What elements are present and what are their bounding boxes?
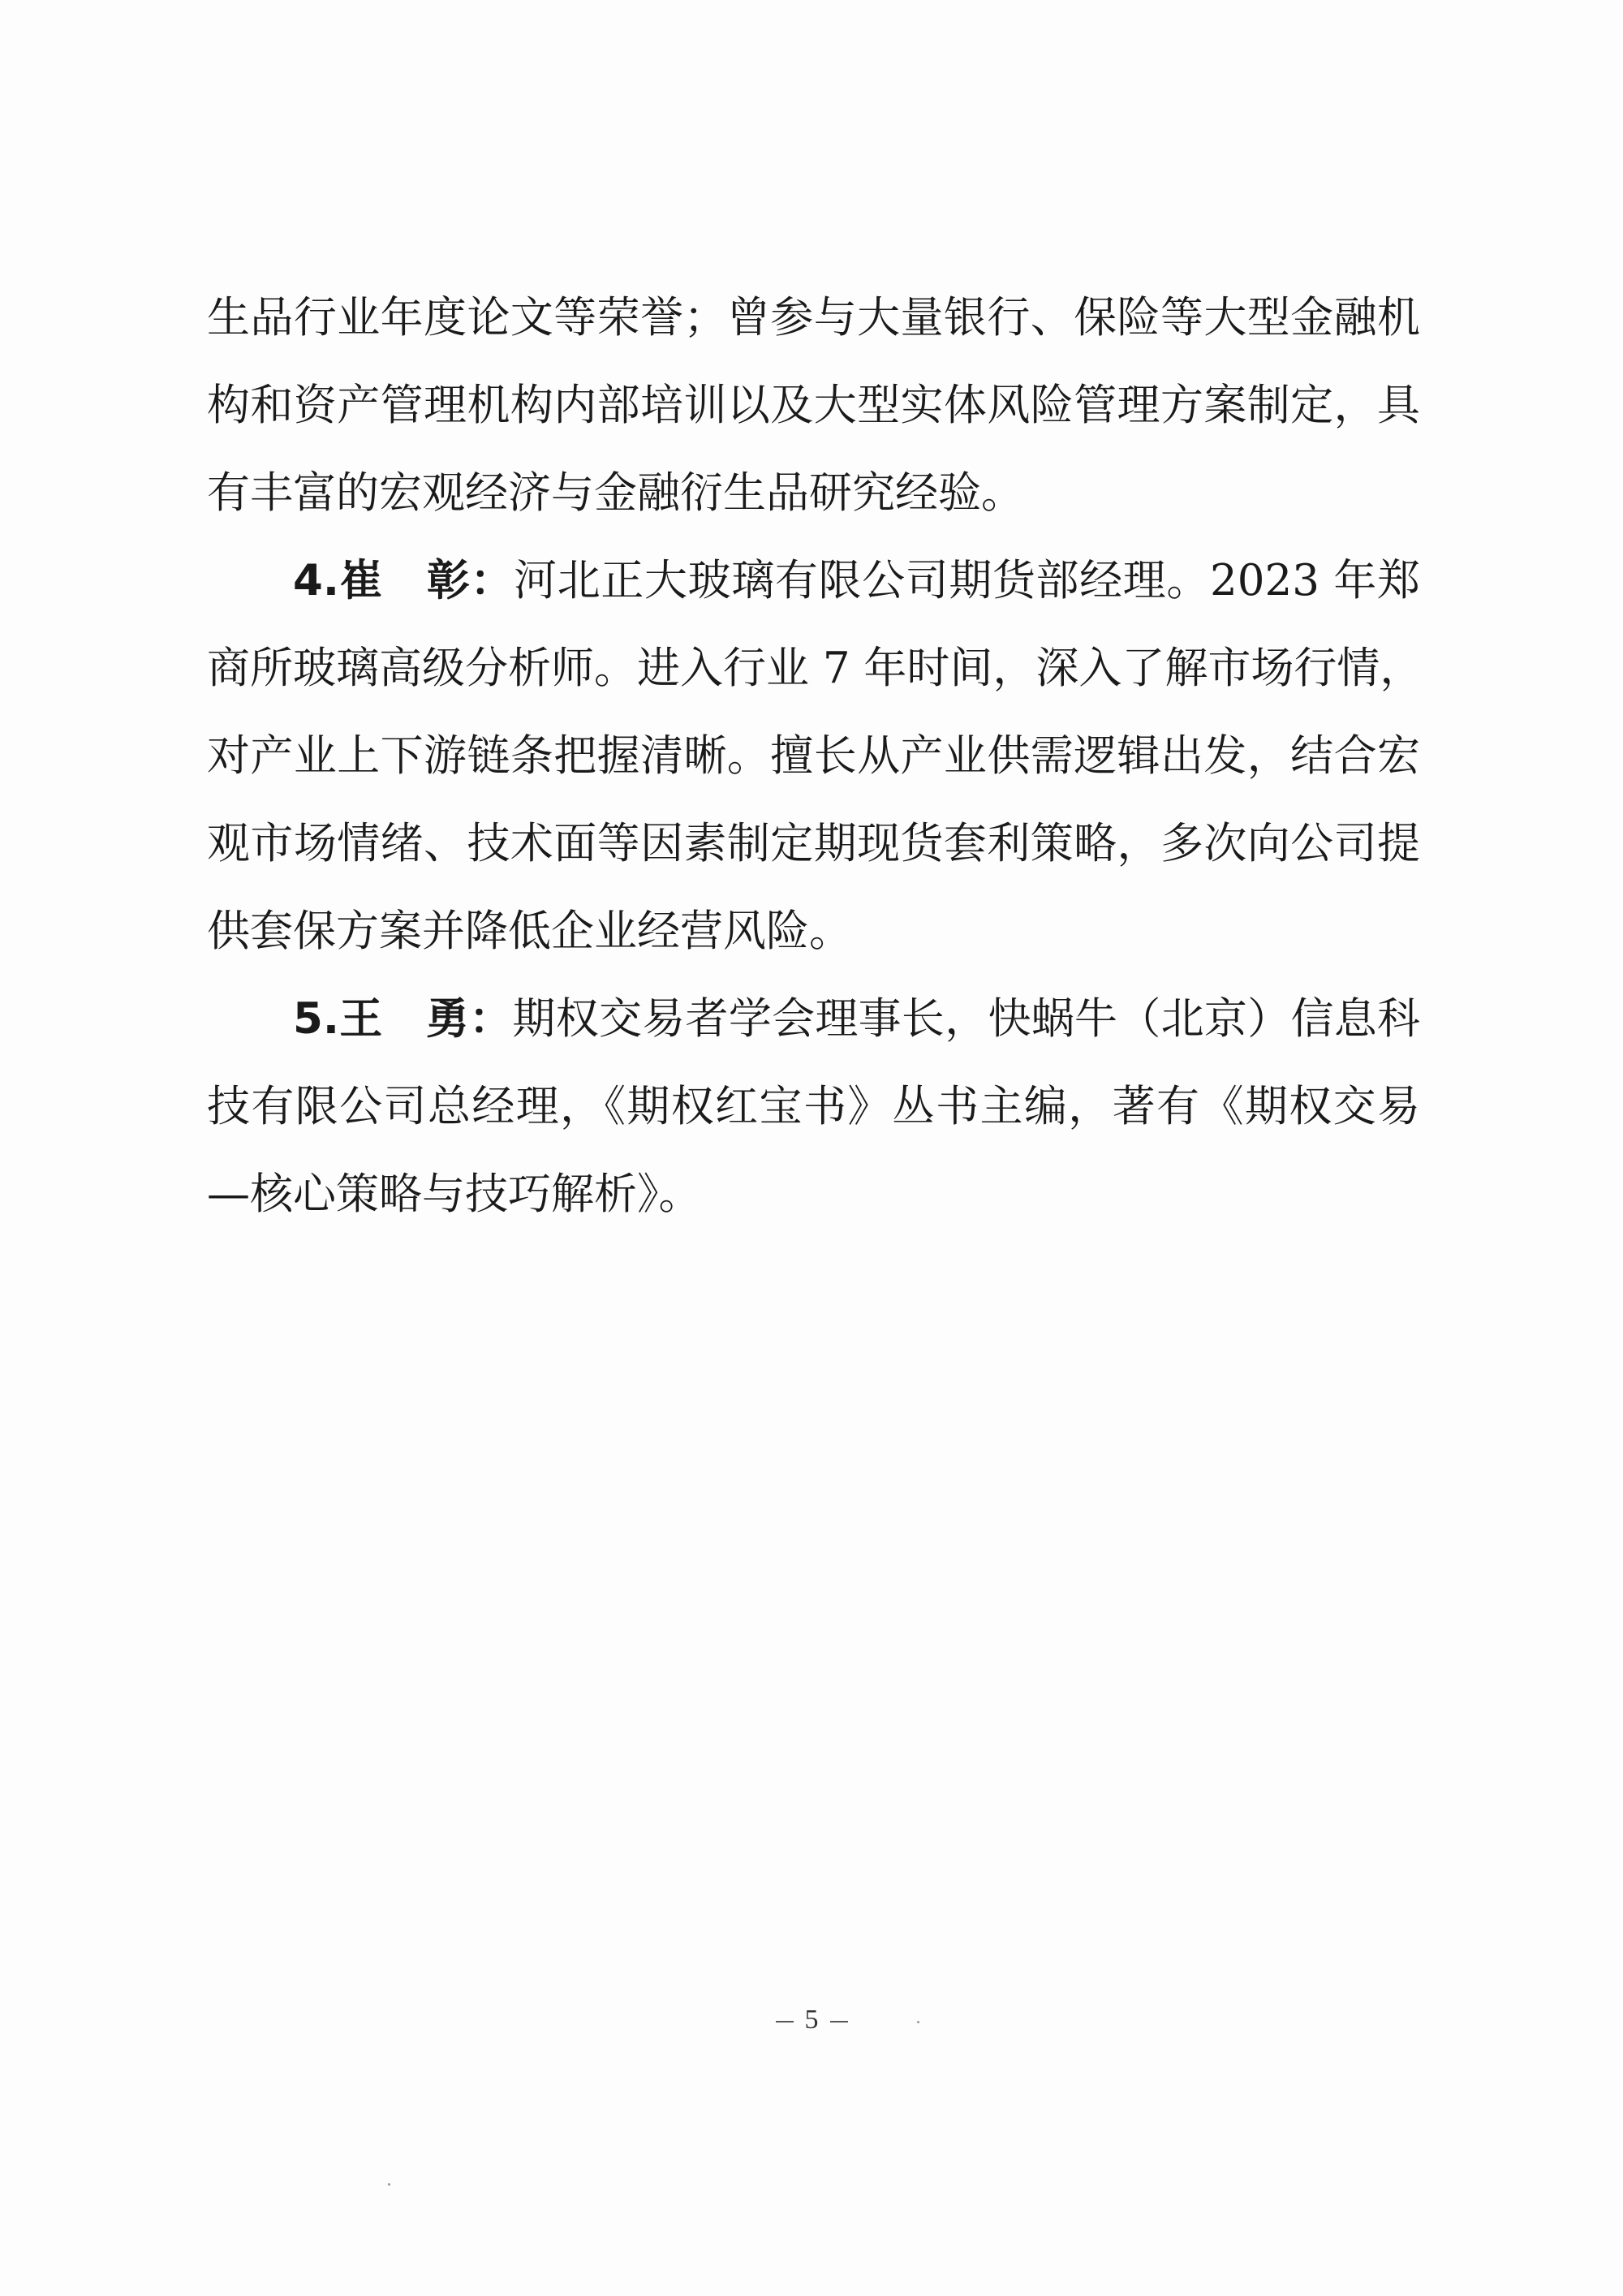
paragraph-item-4 <box>207 537 1423 976</box>
document-body <box>207 274 1423 1238</box>
text-line: 技有限公司总经理，《期权红宝书》丛书主编，著有《期权交易 <box>207 1082 1420 1131</box>
text-line: 构和资产管理机构内部培训以及大型实体风险管理方案制定，具 <box>207 381 1420 430</box>
scan-speck <box>917 2021 919 2023</box>
person-name-part: 勇： <box>425 994 513 1044</box>
item-text: 河北正大玻璃有限公司期货部经理。2023 年郑 <box>514 556 1421 605</box>
item-first-line <box>207 537 1420 625</box>
text-line: 生品行业年度论文等荣誉；曾参与大量银行、保险等大型金融机 <box>207 293 1420 342</box>
person-name-part: 王 <box>339 994 383 1044</box>
dash-icon <box>776 2021 794 2022</box>
text-line: 对产业上下游链条把握清晰。擅长从产业供需逻辑出发，结合宏 <box>207 731 1420 781</box>
text-line: 观市场情绪、技术面等因素制定期现货套利策略，多次向公司提 <box>207 819 1420 868</box>
item-number: 5. <box>293 994 340 1044</box>
person-name-part: 崔 <box>339 556 384 605</box>
text-line: 供套保方案并降低企业经营风险。 <box>207 907 852 956</box>
person-name-part: 彰： <box>426 556 514 605</box>
page-footer <box>0 2005 1623 2035</box>
item-number: 4. <box>293 556 340 605</box>
item-first-line <box>207 976 1420 1063</box>
item-text: 期权交易者学会理事长，快蜗牛（北京）信息科 <box>512 994 1421 1044</box>
dash-icon <box>830 2021 848 2022</box>
text-line: —核心策略与技巧解析》。 <box>207 1170 702 1219</box>
page-number: 5 <box>804 2005 819 2035</box>
paragraph-item-5 <box>207 976 1420 1238</box>
text-line: 有丰富的宏观经济与金融衍生品研究经验。 <box>207 468 1024 518</box>
text-line: 商所玻璃高级分析师。进入行业 7 年时间，深入了解市场行情， <box>207 644 1423 693</box>
paragraph-continuation <box>207 274 1420 537</box>
scan-speck <box>388 2183 390 2186</box>
